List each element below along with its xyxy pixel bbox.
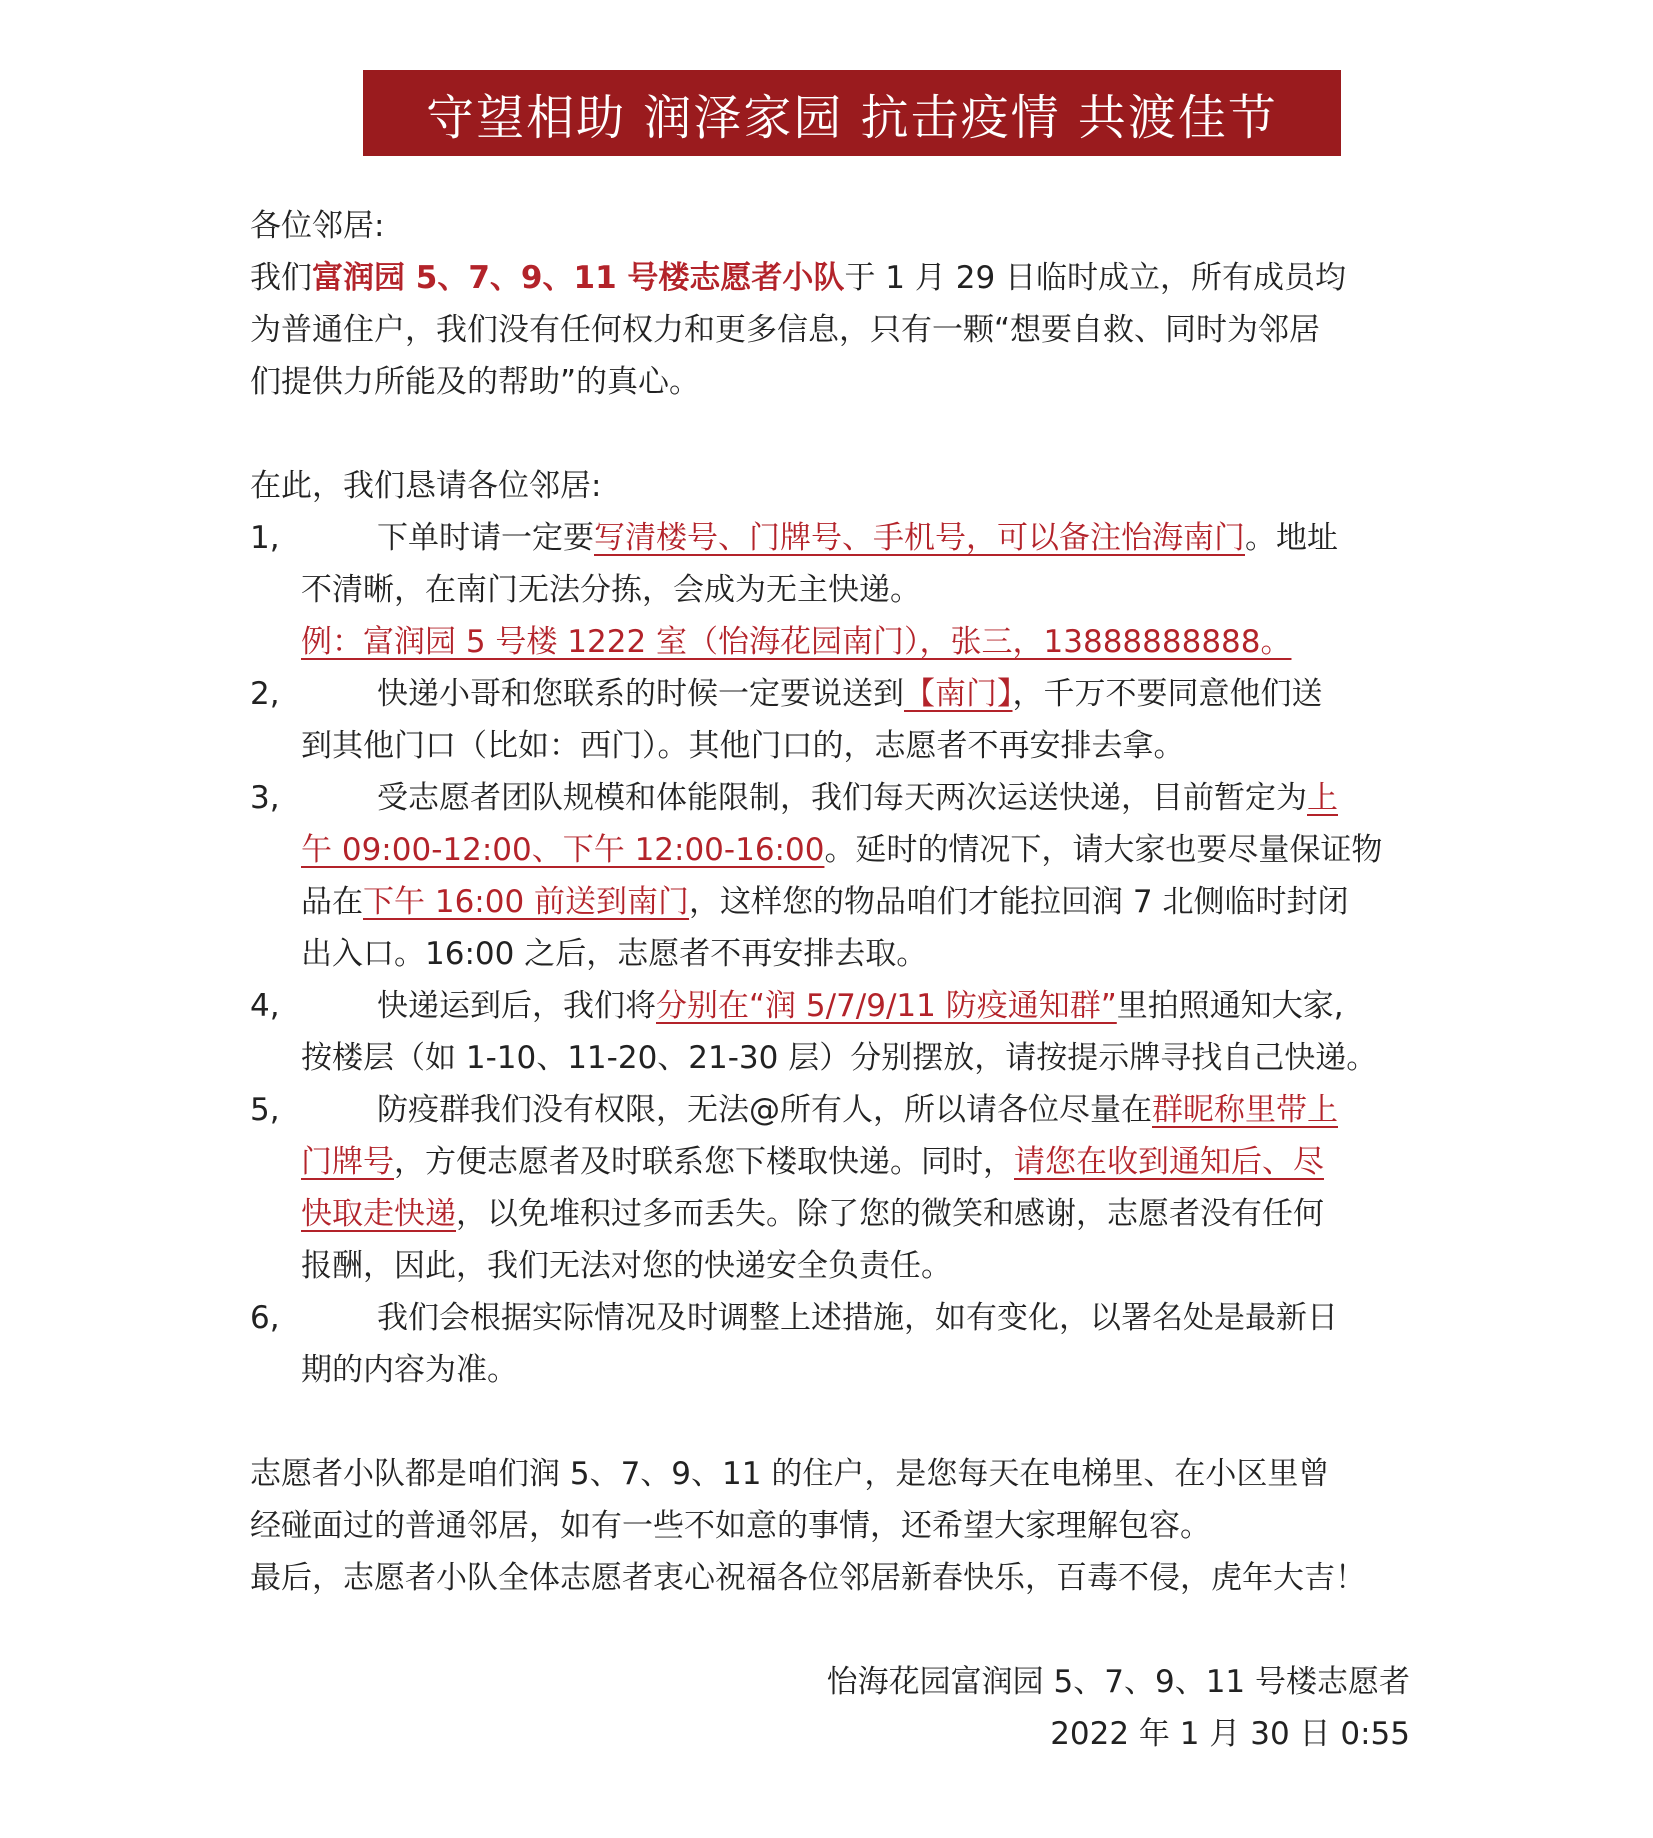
- item-number: 2,: [250, 676, 280, 712]
- item-number: 3,: [250, 780, 280, 816]
- greeting: 各位邻居:: [250, 208, 385, 244]
- banner-title: 守望相助 润泽家园 抗击疫情 共渡佳节: [363, 70, 1341, 156]
- intro-paragraph: 我们富润园 5、7、9、11 号楼志愿者小队于 1 月 29 日临时成立，所有成员均 为普通住户，我们没有任何权力和更多信息，只有一颗“想要自救、同时为邻居 们提供力所能及的帮助”的真心。: [250, 260, 1347, 400]
- deadline-highlight: 下午 16:00 前送到南门: [363, 884, 690, 920]
- pickup-highlight-cont: 快取走快递: [301, 1196, 456, 1232]
- item-number: 5,: [250, 1092, 280, 1128]
- nickname-highlight-cont: 门牌号: [301, 1144, 394, 1180]
- closing-paragraph: 志愿者小队都是咱们润 5、7、9、11 的住户，是您每天在电梯里、在小区里曾 经碰面过的普通邻居，如有一些不如意的事情，还希望大家理解包容。 最后，志愿者小队全体志愿者衷心祝福各位邻居新春快乐，百毒不侵，虎年大吉！: [250, 1456, 1366, 1596]
- list-item-3: 3, 受志愿者团队规模和体能限制，我们每天两次运送快递，目前暂定为上 午 09:00-12:00、下午 12:00-16:00。延时的情况下，请大家也要尽量保证物 品在下午 16:00 前送到南门，这样您的物品咱们才能拉回润 7 北侧临时封闭 出入口。16:00 之后，志愿者不再安排去取。: [250, 772, 1410, 980]
- signature: [250, 1656, 1410, 1760]
- south-gate-highlight: 【南门】: [904, 676, 1013, 712]
- item-number: 1,: [250, 520, 280, 556]
- list-item-4: 4, 快递运到后，我们将分别在“润 5/7/9/11 防疫通知群”里拍照通知大家, 按楼层（如 1-10、11-20、21-30 层）分别摆放，请按提示牌寻找自己快递。: [250, 980, 1410, 1084]
- signature-date: 2022 年 1 月 30 日 0:55: [1050, 1716, 1410, 1752]
- delivery-times-cont: 午 09:00-12:00、下午 12:00-16:00: [301, 832, 825, 868]
- address-requirement: 写清楼号、门牌号、手机号，可以备注怡海南门: [594, 520, 1245, 556]
- delivery-times: 上: [1307, 780, 1338, 816]
- nickname-highlight: 群昵称里带上: [1152, 1092, 1338, 1128]
- list-item-1: 1, 下单时请一定要写清楼号、门牌号、手机号，可以备注怡海南门。地址 不清晰，在南门无法分拣，会成为无主快递。 例：富润园 5 号楼 1222 室（怡海花园南门），张三，13888888888。: [250, 512, 1410, 668]
- signature-org: 怡海花园富润园 5、7、9、11 号楼志愿者: [826, 1664, 1410, 1700]
- list-item-5: 5, 防疫群我们没有权限，无法@所有人，所以请各位尽量在群昵称里带上 门牌号，方便志愿者及时联系您下楼取快递。同时，请您在收到通知后、尽 快取走快递，以免堆积过多而丢失。除了您的微笑和感谢，志愿者没有任何 报酬，因此，我们无法对您的快递安全负责任。: [250, 1084, 1410, 1292]
- pickup-highlight: 请您在收到通知后、尽: [1014, 1144, 1324, 1180]
- list-item-6: 6, 我们会根据实际情况及时调整上述措施，如有变化，以署名处是最新日 期的内容为准。: [250, 1292, 1410, 1396]
- item-number: 6,: [250, 1300, 280, 1336]
- notice-body: [250, 200, 1410, 1760]
- item-number: 4,: [250, 988, 280, 1024]
- group-name-highlight: 分别在“润 5/7/9/11 防疫通知群”: [656, 988, 1117, 1024]
- list-item-2: 2, 快递小哥和您联系的时候一定要说送到【南门】，千万不要同意他们送 到其他门口（比如：西门）。其他门口的，志愿者不再安排去拿。: [250, 668, 1410, 772]
- team-name: 富润园 5、7、9、11 号楼志愿者小队: [312, 260, 845, 296]
- address-example: 例：富润园 5 号楼 1222 室（怡海花园南门），张三，13888888888。: [301, 624, 1292, 660]
- request-heading: 在此，我们恳请各位邻居:: [250, 468, 602, 504]
